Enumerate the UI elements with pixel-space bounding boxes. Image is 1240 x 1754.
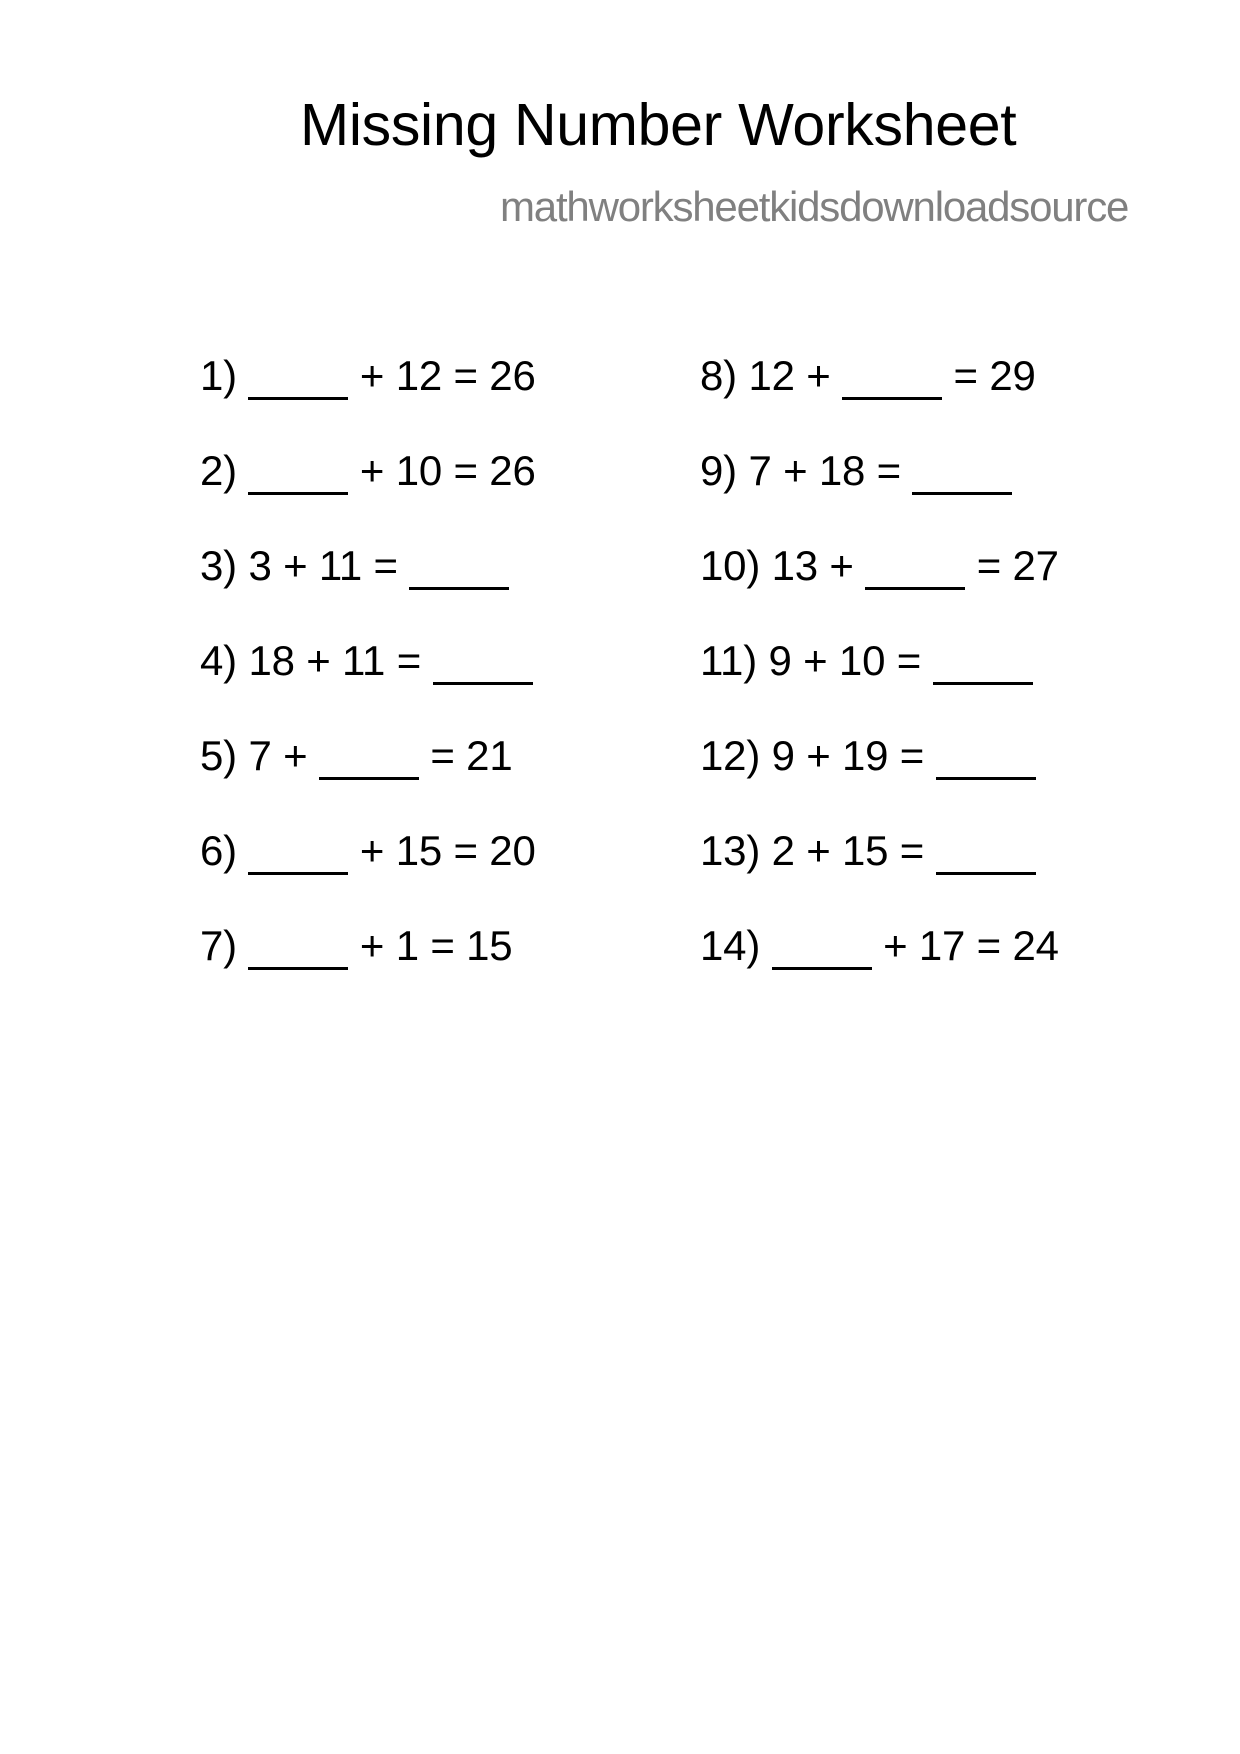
problem-number: 9): [700, 447, 737, 494]
problem-10: [700, 542, 1059, 637]
problem-11: [700, 637, 1059, 732]
problem-4: [200, 637, 536, 732]
answer-blank[interactable]: [319, 737, 419, 780]
problem-expression: 7 + 18 =: [748, 447, 901, 494]
answer-blank[interactable]: [936, 737, 1036, 780]
problem-9: [700, 447, 1059, 542]
problem-6: [200, 827, 536, 922]
problem-expression: 9 + 19 =: [771, 732, 925, 779]
answer-blank[interactable]: [409, 547, 509, 590]
problem-expression: 13 +: [771, 542, 854, 589]
problem-number: 3): [200, 542, 237, 589]
answer-blank[interactable]: [248, 927, 348, 970]
answer-blank[interactable]: [912, 452, 1012, 495]
problem-5: [200, 732, 536, 827]
answer-blank[interactable]: [933, 642, 1033, 685]
problem-number: 12): [700, 732, 761, 779]
problem-expression: = 29: [953, 352, 1036, 399]
problem-column-right: [700, 352, 1059, 1017]
answer-blank[interactable]: [248, 832, 348, 875]
problem-expression: = 21: [430, 732, 513, 779]
problem-expression: 12 +: [748, 352, 831, 399]
problem-expression: = 27: [976, 542, 1059, 589]
problem-2: [200, 447, 536, 542]
problem-column-left: [200, 352, 536, 1017]
answer-blank[interactable]: [248, 452, 348, 495]
answer-blank[interactable]: [433, 642, 533, 685]
problem-expression: 18 + 11 =: [248, 637, 422, 684]
problem-number: 6): [200, 827, 237, 874]
problem-number: 5): [200, 732, 237, 779]
source-watermark: mathworksheetkidsdownloadsource: [500, 183, 1129, 230]
problem-number: 10): [700, 542, 761, 589]
answer-blank[interactable]: [248, 357, 348, 400]
problem-expression: + 1 = 15: [359, 922, 513, 969]
problem-number: 1): [200, 352, 237, 399]
answer-blank[interactable]: [842, 357, 942, 400]
problem-expression: + 17 = 24: [883, 922, 1059, 969]
problem-expression: + 10 = 26: [359, 447, 536, 494]
problem-12: [700, 732, 1059, 827]
problem-8: [700, 352, 1059, 447]
problem-number: 13): [700, 827, 761, 874]
problem-expression: + 15 = 20: [359, 827, 536, 874]
problem-expression: + 12 = 26: [359, 352, 536, 399]
problem-expression: 7 +: [248, 732, 308, 779]
problem-number: 7): [200, 922, 237, 969]
answer-blank[interactable]: [936, 832, 1036, 875]
problem-13: [700, 827, 1059, 922]
problem-number: 14): [700, 922, 761, 969]
problem-number: 11): [700, 637, 757, 684]
problem-number: 4): [200, 637, 237, 684]
problem-expression: 9 + 10 =: [768, 637, 922, 684]
problem-number: 2): [200, 447, 237, 494]
worksheet-title: Missing Number Worksheet: [300, 92, 1017, 158]
problem-expression: 2 + 15 =: [771, 827, 925, 874]
problem-7: [200, 922, 536, 1017]
problem-1: [200, 352, 536, 447]
answer-blank[interactable]: [865, 547, 965, 590]
problem-3: [200, 542, 536, 637]
problem-expression: 3 + 11 =: [248, 542, 398, 589]
problem-14: [700, 922, 1059, 1017]
answer-blank[interactable]: [772, 927, 872, 970]
problem-number: 8): [700, 352, 737, 399]
